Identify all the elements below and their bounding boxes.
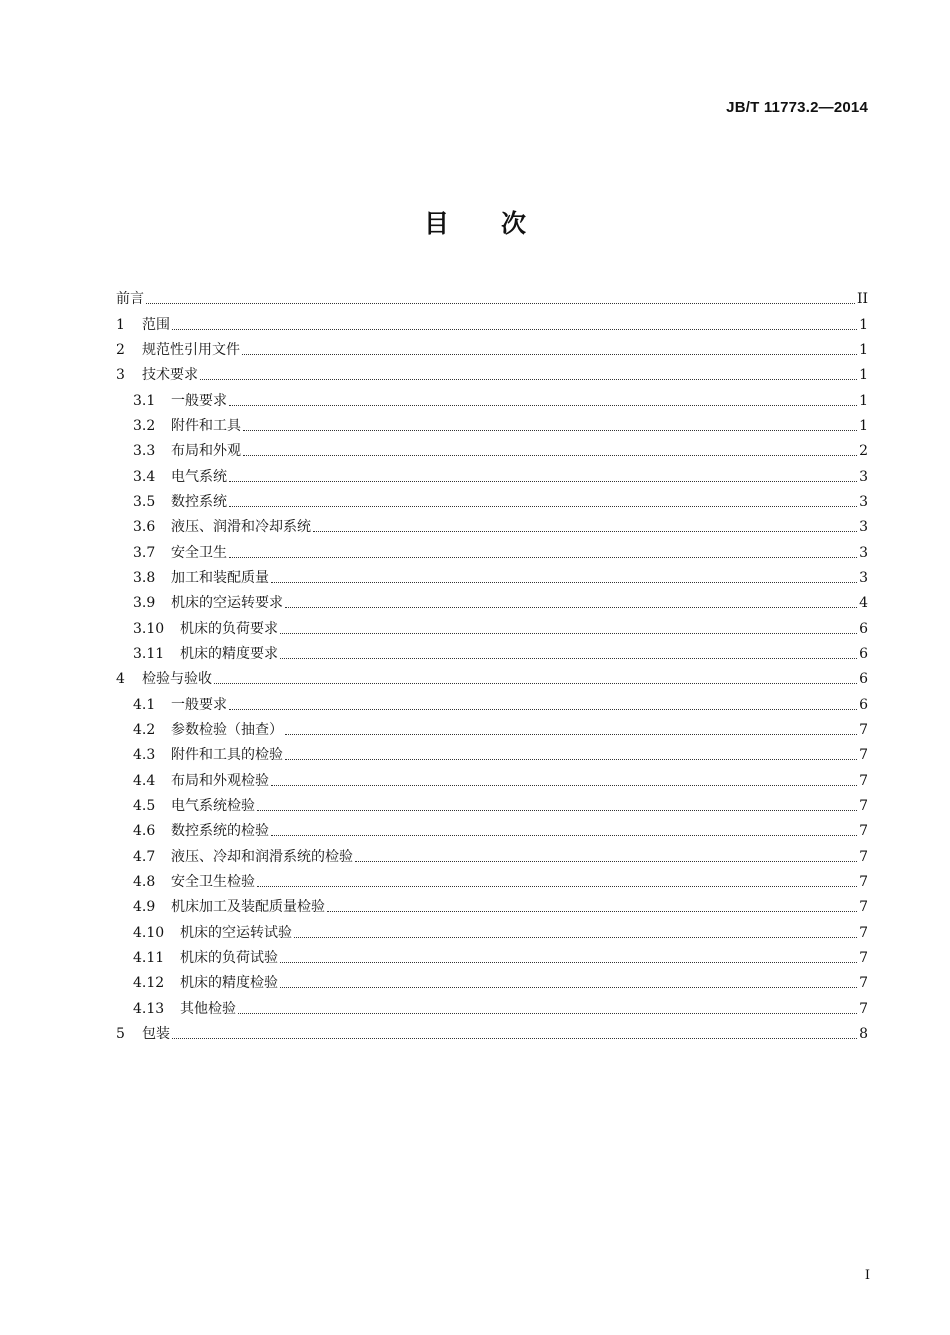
toc-title <box>0 204 950 240</box>
toc-entry[interactable] <box>116 688 868 713</box>
toc-entry-number: 4.9 <box>133 899 156 916</box>
toc-entry[interactable] <box>116 612 868 637</box>
toc-entry-page: 7 <box>859 747 868 764</box>
toc-entry-title: 电气系统 <box>171 468 227 485</box>
toc-entry-number: 4.2 <box>133 721 156 738</box>
toc-entry[interactable] <box>116 334 868 359</box>
toc-entry-number: 3.4 <box>133 468 156 485</box>
toc-entry[interactable] <box>116 536 868 561</box>
toc-entry-number: 4.4 <box>133 772 156 789</box>
toc-entry-page: 6 <box>859 620 868 637</box>
toc-entry-number: 1 <box>116 316 125 333</box>
toc-leader-dots <box>280 657 857 659</box>
toc-entry-title: 机床的精度要求 <box>180 645 278 662</box>
toc-entry-title: 附件和工具的检验 <box>171 747 283 764</box>
toc-entry-page: 1 <box>859 392 868 409</box>
toc-entry-number: 3.10 <box>133 620 165 637</box>
toc-entry[interactable] <box>116 486 868 511</box>
toc-entry-number: 3.2 <box>133 417 156 434</box>
toc-entry-number: 4.11 <box>133 949 165 966</box>
toc-entry-number: 4.1 <box>133 696 156 713</box>
toc-entry-page: 6 <box>859 645 868 662</box>
toc-entry[interactable] <box>116 967 868 992</box>
toc-entry-number: 4 <box>116 671 125 688</box>
toc-entry-number: 4.5 <box>133 797 156 814</box>
toc-leader-dots <box>257 809 857 811</box>
toc-entry-title: 布局和外观 <box>171 443 241 460</box>
toc-entry-number: 4.8 <box>133 873 156 890</box>
toc-leader-dots <box>172 1037 857 1039</box>
toc-entry-page: 7 <box>859 949 868 966</box>
toc-entry-number: 4.3 <box>133 747 156 764</box>
toc-leader-dots <box>146 302 855 304</box>
toc-leader-dots <box>242 353 857 355</box>
toc-leader-dots <box>238 1012 857 1014</box>
page-number: I <box>864 1268 870 1283</box>
toc-entry-page: 7 <box>859 873 868 890</box>
toc-leader-dots <box>229 505 857 507</box>
toc-entry[interactable] <box>116 460 868 485</box>
toc-entry-title: 加工和装配质量 <box>171 569 269 586</box>
toc-entry-title: 规范性引用文件 <box>142 341 240 358</box>
toc-entry-page: 1 <box>859 367 868 384</box>
toc-entry-title: 机床的空运转试验 <box>180 924 292 941</box>
toc-entry-page: 1 <box>859 341 868 358</box>
document-number: JB/T 11773.2—2014 <box>726 99 868 116</box>
toc-entry-number: 3.8 <box>133 569 156 586</box>
toc-leader-dots <box>229 708 857 710</box>
toc-leader-dots <box>280 961 857 963</box>
toc-leader-dots <box>200 378 857 380</box>
toc-entry-page: 3 <box>859 493 868 510</box>
toc-entry-page: 3 <box>859 544 868 561</box>
toc-leader-dots <box>214 682 857 684</box>
toc-entry[interactable] <box>116 1018 868 1043</box>
toc-entry-number: 3.9 <box>133 595 156 612</box>
toc-entry[interactable] <box>116 359 868 384</box>
toc-entry-title: 机床的负荷试验 <box>180 949 278 966</box>
toc-entry-number: 4.7 <box>133 848 156 865</box>
toc-entry[interactable] <box>116 992 868 1017</box>
toc-entry-number: 2 <box>116 341 125 358</box>
toc-entry-number: 5 <box>116 1025 125 1042</box>
toc-leader-dots <box>294 936 857 938</box>
toc-entry-title: 液压、润滑和冷却系统 <box>171 519 311 536</box>
toc-entry-page: 3 <box>859 468 868 485</box>
toc-entry-title: 安全卫生检验 <box>171 873 255 890</box>
toc-entry-number: 3.7 <box>133 544 156 561</box>
toc-entry-page: 7 <box>859 797 868 814</box>
toc-entry[interactable] <box>116 866 868 891</box>
toc-entry-page: 6 <box>859 696 868 713</box>
toc-leader-dots <box>327 910 857 912</box>
toc-entry-page: 7 <box>859 772 868 789</box>
toc-entry-page: 1 <box>859 417 868 434</box>
toc-entry-page: 3 <box>859 519 868 536</box>
toc-entry-page: 7 <box>859 721 868 738</box>
toc-leader-dots <box>355 860 857 862</box>
toc-entry-title: 附件和工具 <box>171 417 241 434</box>
toc-leader-dots <box>271 784 857 786</box>
toc-entry-number: 3.5 <box>133 493 156 510</box>
toc-entry-page: 3 <box>859 569 868 586</box>
toc-entry-page: 6 <box>859 671 868 688</box>
toc-entry-number: 3.11 <box>133 645 165 662</box>
toc-entry[interactable] <box>116 815 868 840</box>
toc-entry[interactable] <box>116 764 868 789</box>
toc-entry[interactable] <box>116 891 868 916</box>
toc-entry-page: 2 <box>859 443 868 460</box>
toc-entry-title: 机床的精度检验 <box>180 975 278 992</box>
toc-entry-number: 3.1 <box>133 392 156 409</box>
toc-entry-page: 7 <box>859 924 868 941</box>
toc-leader-dots <box>285 733 857 735</box>
toc-leader-dots <box>285 758 857 760</box>
toc-leader-dots <box>313 530 857 532</box>
toc-entry[interactable] <box>116 714 868 739</box>
toc-entry-title: 布局和外观检验 <box>171 772 269 789</box>
toc-entry[interactable] <box>116 308 868 333</box>
toc-entry-page: 7 <box>859 899 868 916</box>
toc-entry-title: 一般要求 <box>171 392 227 409</box>
toc-entry-number: 3.6 <box>133 519 156 536</box>
toc-leader-dots <box>172 328 857 330</box>
toc-title-char-2: 次 <box>501 209 527 238</box>
toc-entry[interactable] <box>116 840 868 865</box>
toc-entry[interactable] <box>116 790 868 815</box>
toc-list <box>116 283 868 1043</box>
toc-entry-page: 1 <box>859 316 868 333</box>
toc-entry-page: 7 <box>859 848 868 865</box>
toc-entry-page: 7 <box>859 975 868 992</box>
toc-entry[interactable] <box>116 916 868 941</box>
toc-entry[interactable] <box>116 942 868 967</box>
toc-entry-title: 包装 <box>142 1025 170 1042</box>
toc-entry-title: 前言 <box>116 291 144 308</box>
toc-entry-title: 技术要求 <box>142 367 198 384</box>
toc-entry[interactable] <box>116 562 868 587</box>
toc-entry-page: II <box>856 291 868 308</box>
toc-entry-page: 7 <box>859 823 868 840</box>
toc-entry-title: 液压、冷却和润滑系统的检验 <box>171 848 353 865</box>
toc-leader-dots <box>243 454 857 456</box>
toc-entry-title: 机床的空运转要求 <box>171 595 283 612</box>
toc-entry-number: 3 <box>116 367 125 384</box>
toc-leader-dots <box>271 834 857 836</box>
toc-entry-page: 7 <box>859 1000 868 1017</box>
toc-leader-dots <box>280 986 857 988</box>
toc-leader-dots <box>229 480 857 482</box>
toc-entry[interactable] <box>116 739 868 764</box>
toc-entry[interactable] <box>116 511 868 536</box>
toc-entry[interactable] <box>116 663 868 688</box>
toc-leader-dots <box>271 581 857 583</box>
toc-entry-title: 数控系统 <box>171 493 227 510</box>
toc-entry[interactable] <box>116 638 868 663</box>
toc-leader-dots <box>257 885 857 887</box>
toc-entry-number: 4.10 <box>133 924 165 941</box>
toc-leader-dots <box>229 556 857 558</box>
toc-entry-title: 其他检验 <box>180 1000 236 1017</box>
toc-entry-title: 范围 <box>142 316 170 333</box>
toc-entry-title: 一般要求 <box>171 696 227 713</box>
toc-entry-number: 4.12 <box>133 975 165 992</box>
toc-entry-number: 3.3 <box>133 443 156 460</box>
toc-entry-title: 数控系统的检验 <box>171 823 269 840</box>
toc-entry-page: 8 <box>859 1025 868 1042</box>
toc-entry-number: 4.6 <box>133 823 156 840</box>
toc-leader-dots <box>243 429 857 431</box>
toc-entry-title: 电气系统检验 <box>171 797 255 814</box>
toc-entry[interactable] <box>116 283 868 308</box>
toc-entry-title: 参数检验（抽查） <box>171 721 283 738</box>
toc-entry-title: 机床加工及装配质量检验 <box>171 899 325 916</box>
toc-entry[interactable] <box>116 384 868 409</box>
toc-entry-title: 检验与验收 <box>142 671 212 688</box>
toc-entry-title: 机床的负荷要求 <box>180 620 278 637</box>
toc-leader-dots <box>280 632 857 634</box>
toc-entry[interactable] <box>116 435 868 460</box>
toc-entry-number: 4.13 <box>133 1000 165 1017</box>
toc-entry[interactable] <box>116 410 868 435</box>
toc-entry-page: 4 <box>859 595 868 612</box>
toc-entry-title: 安全卫生 <box>171 544 227 561</box>
toc-title-char-1: 目 <box>423 209 449 238</box>
toc-leader-dots <box>229 404 857 406</box>
toc-leader-dots <box>285 606 857 608</box>
toc-entry[interactable] <box>116 587 868 612</box>
